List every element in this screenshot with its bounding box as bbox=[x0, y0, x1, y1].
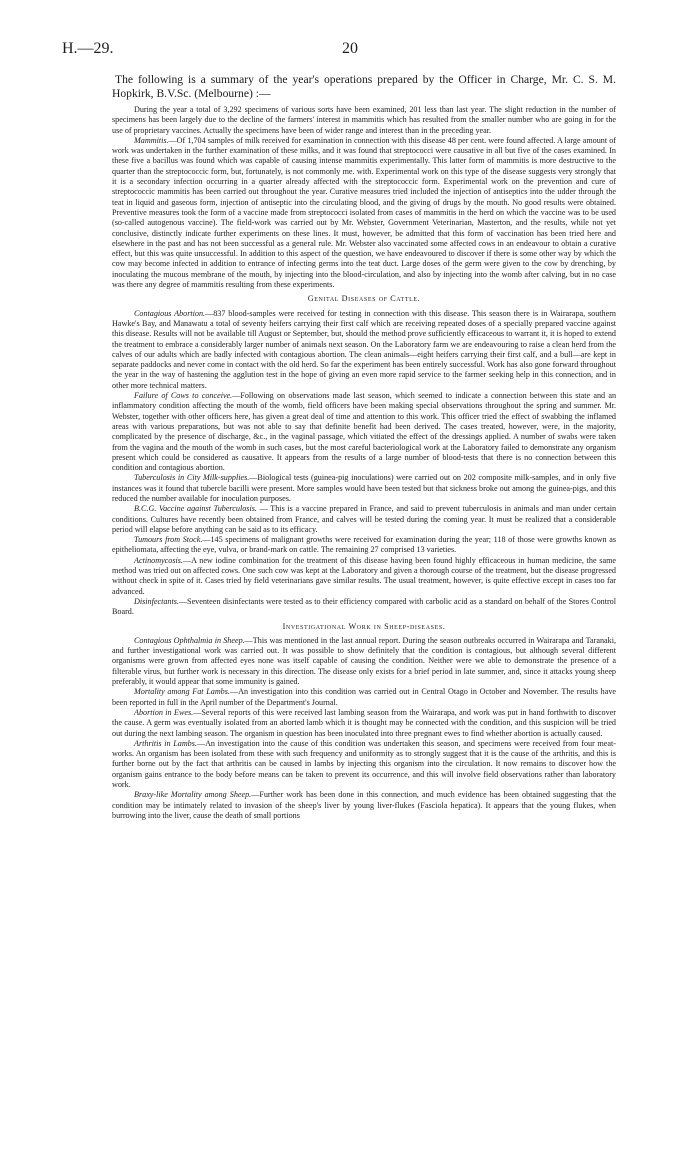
paragraph-run-in-heading: Braxy-like Mortality among Sheep. bbox=[134, 790, 252, 800]
intro-statement: The following is a summary of the year's operations prepared by the Officer in Charge, Mr. C. S. M. Hopkirk, B.V.Sc. (Melbourne) :— bbox=[112, 73, 616, 101]
paragraph-run-in-heading: B.C.G. Vaccine against Tuberculosis. bbox=[134, 504, 257, 514]
paragraph-text: —Following on observations made last season, which seemed to indicate a connection between this state and an inflammatory condition affecting the mouth of the womb, field officers have been making special observations throughout the spring and summer. Mr. Webster, together with other officers here, has given a great deal of time and attention to this work. This officer tried the effect of swabbing the inflamed areas with various preparations, but was not able to say that definite benefit had been derived. The cases treated, however, were, in the majority, complicated by the presence of discharge, &c., in the vaginal passage, which vitiated the effect of the dressings applied. A number of swabs were taken from the vagina and the mouth of the womb in such cases, but the most careful bacteriological work at the Laboratory failed to demonstrate any organism present which could be considered as causative. It appears from the results of a large number of blood-tests that there is no connection between this condition and contagious abortion. bbox=[112, 391, 617, 473]
paragraph bbox=[112, 473, 616, 504]
paragraph-text: During the year a total of 3,292 specimens of various sorts have been examined, 201 less than last year. The slight reduction in the number of specimens has been largely due to the decline of the farmers' interest in mammitis which has resulted from the smaller number who are going in for the use of proprietary vaccines. Actually the specimens have been of wider range and interest than in the preceding year. bbox=[112, 105, 616, 135]
paragraph-run-in-heading: Arthritis in Lambs. bbox=[134, 738, 197, 748]
paragraph-text: —837 blood-samples were received for testing in connection with this disease. This season there is in Wairarapa, southern Hawke's Bay, and Manawatu a total of seventy heifers carrying their first calf which are receiving repeated doses of a specially prepared vaccine against this disease. Results will not be available till August or September, but, should the method prove sufficiently efficaceous to warrant it, it is hoped to extend the treatment to embrace a considerably larger number of animals next season. On the Laboratory farm we are endeavouring to raise a clean herd from the calves of our adults which are badly infected with contagious abortion. The clean animals—eight heifers carrying their first calf, and a bull—are kept in separate paddocks and never come in contact with the old herd. So far the experiment has been entirely successful. Work has also gone forward throughout the year in the way of hastening the agglution test in the hope of giving an even more rapid service to the farmer seeking help in this connection, and in other more technical matters. bbox=[112, 308, 616, 390]
paragraph bbox=[112, 556, 616, 597]
paragraph-text: —An investigation into the cause of this condition was undertaken this season, and specimens were received from four meat-works. An organism has been isolated from these with such frequency and uniformity as to strongly suggest that it is the cause of the arthritis, and this is further borne out by the fact that arthritis can be caused in lambs by injecting this organism into the circulation. It now remains to discover how the organism gains entrance to the body before means can be taken to prevent its occurrence, and this will involve field observations rather than laboratory work. bbox=[112, 738, 616, 789]
paragraph-run-in-heading: Disinfectants. bbox=[134, 596, 179, 606]
paragraph bbox=[112, 504, 616, 535]
paragraph-text: —Of 1,704 samples of milk received for examination in connection with this disease 48 per cent. were found affected. A large amount of work was undertaken in the further examination of these milks, and it was found that streptococci were causative in all but five of the cases examined. In these five a bacillus was found which was capable of causing intense mammitis experimentally. This latter form of mammitis is more destructive to the quarter than the streptococcic form, but, fortunately, is not commonly me. with. Experimental work on this type of the disease suggests very strongly that it is a secondary infection occurring in a quarter already affected with the streptococcic form. Experimental work on the prevention and cure of streptococcic mammitis has been carried out throughout the year. Curative measures tried included the injection of antiseptics into the udder through the teat in liquid and gaseous form, injection of antiseptic into the circulating blood, and the giving of drugs by the mouth. No good results were obtained. Preventive measures took the form of a vaccine made from streptococci isolated from cases of mammitis in the herd on which the vaccine was to be used (so-called autogenous vaccine). The field-work was carried out by Mr. Webster, Government Veterinarian, Masterton, and the results, while not yet conclusive, distinctly indicate further experiments on these lines. It must, however, be admitted that this form of vaccination has been tried here and elsewhere in the past and has not been successful as a general rule. Mr. Webster also vaccinated some affected cows in an endeavour to obtain a curative effect, but this was quite unsuccessful. In addition to this aspect of the question, we have endeavoured to discover if there is some other way by which the cow may become infected in addition to entrance of infecting germs into the teat duct. Large doses of the germ were given to the cow by drenching, by inoculating the mucous membrane of the mouth, by injecting into the blood-circulation, and also by injecting into the womb after calving, but in no case was there any degree of mammitis resulting from these experiments. bbox=[112, 135, 616, 290]
section-heading-genital-diseases: Genital Diseases of Cattle. bbox=[307, 294, 421, 304]
paragraph bbox=[112, 790, 616, 821]
paragraph bbox=[112, 687, 616, 708]
paragraph-text: —An investigation into this condition was carried out in Central Otago in October and November. The results have been reported in full in the April number of the Department's Journal. bbox=[112, 687, 617, 707]
paragraph bbox=[112, 309, 616, 391]
section-genital-diseases bbox=[112, 309, 616, 618]
paragraph-run-in-heading: Mortality among Fat Lambs. bbox=[134, 687, 230, 697]
paragraph bbox=[112, 535, 616, 556]
paragraph-text: —Biological tests (guinea-pig inoculations) were carried out on 202 composite milk-samples, and in only five instances was it found that tubercle bacilli were present. More samples would have been tested but that sickness broke out among the guinea-pigs, and this reduced the number available for inoculation purposes. bbox=[112, 473, 616, 503]
paragraph bbox=[112, 636, 616, 687]
paragraph bbox=[112, 105, 616, 136]
report-body bbox=[112, 105, 616, 821]
page-header bbox=[62, 40, 638, 60]
paragraph-text: — This is a vaccine prepared in France, and said to prevent tuberculosis in animals and man under certain conditions. Cultures have recently been obtained from France, and calves will be tested during the coming year. It must be realized that a considerable period will elapse before anything can be said as to its efficacy. bbox=[112, 504, 617, 534]
page-number: 20 bbox=[342, 40, 358, 57]
paragraph-run-in-heading: Contagious Ophthalmia in Sheep. bbox=[134, 635, 245, 645]
paragraph-text: —Several reports of this were received last lambing season from the Wairarapa, and work was put in hand forthwith to discover the cause. A germ was eventually isolated from an aborted lamb which it is thought may be connected with the condition, and this suspicion will be tried out during the next lambing season. The organism in question has been inoculated into three pregnant ewes to find whether abortion is actually caused. bbox=[112, 707, 616, 738]
paragraph-run-in-heading: Actinomycosis. bbox=[134, 555, 183, 565]
paragraph-text: —Further work has been done in this connection, and much evidence has been obtained suggesting that the condition may be intimately related to invasion of the sheep's liver by young liver-flukes (Fasciola hepatica). It appears that the young flukes, when burrowing into the liver, cause the death of small portions bbox=[112, 790, 616, 820]
paragraph-run-in-heading: Contagious Abortion. bbox=[134, 308, 206, 318]
paragraph bbox=[112, 391, 616, 473]
document-code: H.—29. bbox=[62, 40, 114, 57]
paragraph bbox=[112, 597, 616, 618]
section-sheep-diseases bbox=[112, 636, 616, 821]
paragraph bbox=[112, 708, 616, 739]
paragraph-text: —Seventeen disinfectants were tested as to their efficiency compared with carbolic acid as a standard on behalf of the Stores Control Board. bbox=[112, 596, 616, 617]
section-heading-sheep-diseases: Investigational Work in Sheep-diseases. bbox=[282, 621, 446, 631]
paragraph-run-in-heading: Failure of Cows to conceive. bbox=[134, 391, 233, 401]
paragraph bbox=[112, 739, 616, 790]
paragraph-text: —145 specimens of malignant growths were received for examination during the year; 118 of those were growths known as epitheliomata, affecting the eye, vulva, or brand-mark on cattle. The remaining 27 comprised 13 varieties. bbox=[112, 535, 616, 555]
paragraph-run-in-heading: Mammitis. bbox=[134, 135, 169, 145]
paragraph-run-in-heading: Tuberculosis in City Milk-supplies. bbox=[134, 473, 250, 483]
paragraph-run-in-heading: Tumours from Stock. bbox=[134, 535, 203, 545]
paragraph bbox=[112, 136, 616, 290]
paragraph-run-in-heading: Abortion in Ewes. bbox=[134, 707, 194, 717]
paragraph-text: —A new iodine combination for the treatment of this disease having been found highly efficaceous in human medicine, the same method was tried out on affected cows. One such cow was kept at the Laboratory and given a thorough course of the treatment, but the disease progressed without check in spite of it. Cases tried by field veterinarians gave similar results. The usual treatment, however, is quite effective except in cases too far advanced. bbox=[112, 555, 616, 596]
paragraph-text: —This was mentioned in the last annual report. During the season outbreaks occurred in Wairarapa and Taranaki, and further investigational work was carried out. It was possible to show definitely that the condition is contagious, but although several different organisms were grown from affected eyes none was itself capable of causing the condition. Neither were we able to demonstrate the presence of a filterable virus, but further work is necessary in this direction. The disease only exists for a brief period in late summer, and, since it attacks young sheep preferably, it would appear that some immunity is gained. bbox=[112, 635, 616, 687]
section-general bbox=[112, 105, 616, 290]
